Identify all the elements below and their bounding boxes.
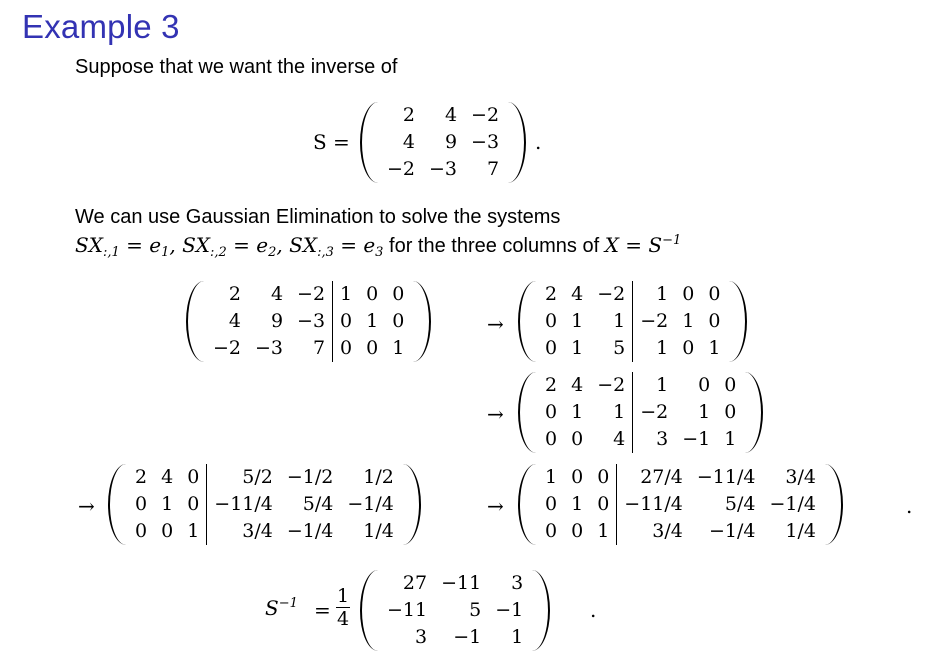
- matrix-cell: −1/2: [286, 466, 334, 488]
- matrix-cell: 1: [682, 310, 695, 332]
- matrix-cell: −2: [213, 337, 242, 359]
- matrix-cell: 0: [366, 283, 379, 305]
- matrix-row: [380, 624, 530, 651]
- matrix-cell: 0: [708, 310, 721, 332]
- matrix-cell: −1/4: [286, 520, 334, 542]
- matrix-row: [128, 464, 401, 491]
- matrix-cell: 5/4: [724, 493, 756, 515]
- matrix-cell: −11/4: [696, 466, 756, 488]
- matrix-cell: 2: [135, 466, 148, 488]
- matrix-row: [538, 464, 823, 491]
- systems-text-2: for the three columns of: [389, 235, 600, 257]
- matrix-cell: −11: [387, 599, 428, 621]
- matrix-cell: 0: [724, 401, 737, 423]
- matrix-cell: −2: [471, 104, 500, 126]
- matrix-cell: −1/4: [347, 493, 394, 515]
- matrix-cell: 1: [613, 401, 626, 423]
- matrix-cell: −2: [597, 283, 626, 305]
- matrix-row: [538, 372, 743, 399]
- s-equals-label: S =: [313, 130, 350, 154]
- matrix-cell: 0: [392, 283, 405, 305]
- matrix-cell: 0: [187, 493, 200, 515]
- matrix-row: [206, 281, 411, 308]
- matrix-cell: 5: [469, 599, 482, 621]
- sinv-label: $S^{-1}$: [265, 596, 298, 620]
- matrix-cell: 0: [135, 520, 148, 542]
- matrix-cell: −2: [633, 399, 676, 426]
- matrix-cell: 5/4: [302, 493, 334, 515]
- matrix-cell: 1: [571, 310, 584, 332]
- matrix-cell: −11/4: [207, 491, 280, 518]
- matrix-cell: 3: [511, 572, 524, 594]
- matrix-cell: 0: [161, 520, 174, 542]
- matrix-cell: 5/2: [207, 464, 280, 491]
- matrix-cell: 7: [486, 158, 500, 180]
- inverse-matrix: [360, 570, 550, 651]
- augmented-matrix-2: [518, 281, 747, 362]
- matrix-cell: 1/2: [363, 466, 394, 488]
- matrix-cell: 0: [698, 374, 711, 396]
- matrix-cell: 2: [228, 283, 242, 305]
- matrix-row: [380, 156, 506, 183]
- matrix-cell: 0: [597, 466, 610, 488]
- matrix-row: [538, 308, 727, 335]
- matrix-cell: 2: [402, 104, 416, 126]
- matrix-row: [206, 335, 411, 362]
- matrix-cell: 5: [613, 337, 626, 359]
- left-paren: [360, 102, 380, 183]
- matrix-cell: 2: [545, 374, 558, 396]
- matrix-cell: 1: [366, 310, 379, 332]
- matrix-cell: −1: [682, 428, 711, 450]
- matrix-cell: 1: [333, 281, 360, 308]
- matrix-cell: 1: [187, 520, 200, 542]
- page-title: Example 3: [22, 8, 180, 45]
- matrix-cell: 7: [312, 337, 326, 359]
- matrix-cell: −3: [429, 158, 458, 180]
- s-period: .: [535, 130, 542, 154]
- matrix-cell: −2: [297, 283, 326, 305]
- matrix-cell: 4: [228, 310, 242, 332]
- matrix-cell: 3/4: [617, 518, 690, 545]
- matrix-row: [380, 102, 506, 129]
- matrix-cell: 0: [597, 493, 610, 515]
- matrix-cell: 0: [545, 337, 558, 359]
- arrow-4: →: [487, 494, 504, 518]
- matrix-row: [538, 518, 823, 545]
- systems-text: We can use Gaussian Elimination to solve the systems: [75, 206, 561, 228]
- final-equals: =: [314, 598, 331, 622]
- matrix-cell: 0: [708, 283, 721, 305]
- augmented-matrix-4: [108, 464, 421, 545]
- matrix-cell: 9: [270, 310, 284, 332]
- matrix-cell: 1: [708, 337, 721, 359]
- matrix-cell: 3: [633, 426, 676, 453]
- matrix-cell: 0: [571, 466, 584, 488]
- matrix-cell: 0: [682, 283, 695, 305]
- matrix-cell: 4: [161, 466, 174, 488]
- arrow-2: →: [487, 402, 504, 426]
- matrix-cell: 1: [724, 428, 737, 450]
- matrix-cell: 1: [161, 493, 174, 515]
- matrix-row: [538, 281, 727, 308]
- matrix-cell: −3: [255, 337, 284, 359]
- matrix-cell: 1: [571, 401, 584, 423]
- matrix-row: [538, 335, 727, 362]
- augmented-matrix-5: [518, 464, 843, 545]
- aug5-period: .: [906, 494, 913, 518]
- matrix-row: [128, 518, 401, 545]
- matrix-cell: 0: [333, 308, 360, 335]
- systems-equations: $SX_{:,1} = e_1$, $SX_{:,2} = e_2$, $SX_{:,3} = e_3$: [75, 233, 384, 260]
- matrix-cell: −1/4: [708, 520, 756, 542]
- matrix-cell: −3: [297, 310, 326, 332]
- augmented-matrix-3: [518, 372, 763, 453]
- matrix-row: [380, 597, 530, 624]
- matrix-cell: 1: [392, 337, 405, 359]
- intro-text: Suppose that we want the inverse of: [75, 56, 398, 78]
- matrix-cell: −2: [633, 308, 676, 335]
- matrix-cell: 0: [366, 337, 379, 359]
- matrix-cell: 4: [571, 374, 584, 396]
- matrix-cell: 1: [571, 337, 584, 359]
- final-period: .: [590, 598, 597, 622]
- matrix-cell: 0: [545, 310, 558, 332]
- x-equals-sinv: $X = S^{-1}$: [604, 233, 682, 257]
- matrix-cell: 4: [270, 283, 284, 305]
- matrix-cell: 3: [415, 626, 428, 648]
- matrix-cell: 0: [682, 337, 695, 359]
- matrix-row: [538, 426, 743, 453]
- matrix-cell: 1/4: [363, 520, 394, 542]
- s-matrix: [360, 102, 526, 183]
- matrix-cell: 2: [545, 283, 558, 305]
- matrix-row: [538, 491, 823, 518]
- matrix-cell: 1: [597, 520, 610, 542]
- matrix-cell: 0: [571, 520, 584, 542]
- matrix-cell: −3: [471, 131, 500, 153]
- matrix-cell: 0: [545, 401, 558, 423]
- matrix-row: [380, 570, 530, 597]
- matrix-cell: 1/4: [785, 520, 816, 542]
- matrix-cell: 0: [545, 520, 558, 542]
- matrix-cell: −11/4: [617, 491, 690, 518]
- matrix-cell: 0: [545, 428, 558, 450]
- matrix-cell: 3/4: [207, 518, 280, 545]
- matrix-cell: 0: [545, 493, 558, 515]
- matrix-cell: 3/4: [785, 466, 816, 488]
- matrix-cell: 27/4: [617, 464, 690, 491]
- matrix-cell: 0: [724, 374, 737, 396]
- matrix-cell: 1: [633, 372, 676, 399]
- arrow-3: →: [78, 494, 95, 518]
- matrix-cell: −11: [441, 572, 482, 594]
- matrix-row: [206, 308, 411, 335]
- matrix-cell: 4: [613, 428, 626, 450]
- arrow-1: →: [487, 312, 504, 336]
- right-paren: [506, 102, 526, 183]
- matrix-cell: 1: [633, 335, 676, 362]
- matrix-cell: 4: [402, 131, 416, 153]
- matrix-cell: 0: [392, 310, 405, 332]
- s-matrix-table: [380, 102, 506, 183]
- systems-equation-line: [75, 233, 681, 258]
- matrix-cell: −2: [387, 158, 416, 180]
- matrix-cell: 1: [633, 281, 676, 308]
- matrix-cell: −2: [597, 374, 626, 396]
- matrix-cell: 0: [333, 335, 360, 362]
- matrix-cell: 27: [402, 572, 428, 594]
- one-quarter-fraction: $\frac{1}{4}$: [336, 585, 350, 630]
- matrix-cell: −1: [495, 599, 524, 621]
- matrix-cell: 1: [545, 466, 558, 488]
- matrix-row: [538, 399, 743, 426]
- matrix-row: [128, 491, 401, 518]
- matrix-cell: 1: [571, 493, 584, 515]
- matrix-row: [380, 129, 506, 156]
- matrix-cell: 1: [511, 626, 524, 648]
- matrix-cell: 4: [571, 283, 584, 305]
- matrix-cell: 0: [135, 493, 148, 515]
- augmented-matrix-1: [186, 281, 431, 362]
- matrix-cell: 1: [613, 310, 626, 332]
- matrix-cell: 0: [571, 428, 584, 450]
- matrix-cell: −1/4: [769, 493, 816, 515]
- matrix-cell: 9: [444, 131, 458, 153]
- matrix-cell: 4: [444, 104, 458, 126]
- matrix-cell: 0: [187, 466, 200, 488]
- matrix-cell: −1: [453, 626, 482, 648]
- matrix-cell: 1: [698, 401, 711, 423]
